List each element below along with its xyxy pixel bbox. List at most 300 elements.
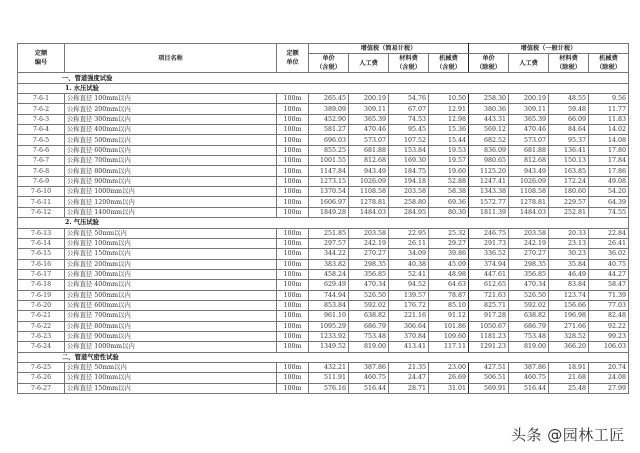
cost-value: 252.81 <box>549 207 589 217</box>
cost-value: 1811.39 <box>469 207 509 217</box>
cost-value: 77.03 <box>589 300 629 310</box>
cost-value: 432.21 <box>309 362 349 372</box>
quota-unit: 100m <box>277 176 309 186</box>
cost-value: 40.75 <box>589 259 629 269</box>
cost-value: 71.39 <box>589 290 629 300</box>
cost-value: 298.35 <box>349 259 389 269</box>
header-simple-col: 机械费 （含税） <box>429 54 469 73</box>
section-title: 二、管道气密性试验 <box>18 352 629 362</box>
cost-value: 380.36 <box>469 104 509 114</box>
cost-value: 11.77 <box>589 104 629 114</box>
item-name: 公称直径 200mm以内 <box>65 259 277 269</box>
cost-value: 59.48 <box>549 104 589 114</box>
cost-value: 460.75 <box>349 373 389 383</box>
cost-value: 46.49 <box>549 269 589 279</box>
quota-code: 7-6-6 <box>18 145 65 155</box>
cost-value: 1484.03 <box>349 207 389 217</box>
section-title: 一、管道强度试验 <box>18 73 629 83</box>
cost-value: 54.20 <box>589 187 629 197</box>
table-body <box>18 73 629 394</box>
cost-value: 14.02 <box>589 125 629 135</box>
cost-value: 592.02 <box>509 300 549 310</box>
table-row <box>18 362 629 372</box>
cost-value: 17.80 <box>589 145 629 155</box>
cost-value: 1278.81 <box>509 197 549 207</box>
cost-value: 270.27 <box>509 249 549 259</box>
cost-value: 246.75 <box>469 228 509 238</box>
quota-unit: 100m <box>277 300 309 310</box>
cost-value: 265.45 <box>309 94 349 104</box>
cost-value: 22.95 <box>389 228 429 238</box>
cost-value: 291.73 <box>469 238 509 248</box>
cost-value: 1001.55 <box>309 156 349 166</box>
cost-value: 812.68 <box>509 156 549 166</box>
cost-value: 92.22 <box>589 321 629 331</box>
cost-value: 638.82 <box>349 311 389 321</box>
quota-code: 7-6-20 <box>18 300 65 310</box>
header-simple-col: 材料费 （含税） <box>389 54 429 73</box>
cost-value: 1026.09 <box>349 176 389 186</box>
cost-value: 961.10 <box>309 311 349 321</box>
quota-code: 7-6-19 <box>18 290 65 300</box>
quota-unit: 100m <box>277 249 309 259</box>
quota-code: 7-6-17 <box>18 269 65 279</box>
cost-value: 74.55 <box>589 207 629 217</box>
cost-value: 21.68 <box>549 373 589 383</box>
quota-code: 7-6-22 <box>18 321 65 331</box>
cost-value: 1026.09 <box>509 176 549 186</box>
cost-value: 581.27 <box>309 125 349 135</box>
cost-value: 27.99 <box>589 383 629 393</box>
cost-value: 203.58 <box>509 228 549 238</box>
cost-value: 15.44 <box>429 135 469 145</box>
header-simple-tax: 增值税（简易计税） <box>309 44 469 54</box>
table-row <box>18 373 629 383</box>
cost-value: 11.83 <box>589 114 629 124</box>
table-row <box>18 383 629 393</box>
header-row-1 <box>18 44 629 54</box>
cost-value: 29.27 <box>429 238 469 248</box>
table-row <box>18 145 629 155</box>
table-row <box>18 114 629 124</box>
cost-value: 686.79 <box>349 321 389 331</box>
cost-value: 82.48 <box>589 311 629 321</box>
cost-value: 91.12 <box>429 311 469 321</box>
quota-unit: 100m <box>277 197 309 207</box>
cost-value: 573.07 <box>349 135 389 145</box>
cost-value: 943.49 <box>509 166 549 176</box>
cost-value: 389.09 <box>309 104 349 114</box>
header-simple-col: 单价 （含税） <box>309 54 349 73</box>
cost-value: 36.02 <box>589 249 629 259</box>
cost-value: 67.07 <box>389 104 429 114</box>
cost-value: 460.75 <box>509 373 549 383</box>
cost-value: 356.85 <box>509 269 549 279</box>
cost-value: 1291.23 <box>469 342 509 352</box>
quota-code: 7-6-13 <box>18 228 65 238</box>
section-title: 1. 水压试验 <box>18 83 629 93</box>
cost-value: 629.49 <box>309 280 349 290</box>
cost-value: 52.88 <box>429 176 469 186</box>
cost-value: 26.69 <box>429 373 469 383</box>
quota-unit: 100m <box>277 342 309 352</box>
cost-value: 156.66 <box>549 300 589 310</box>
cost-value: 516.44 <box>349 383 389 393</box>
cost-value: 48.98 <box>429 269 469 279</box>
cost-value: 336.52 <box>469 249 509 259</box>
table-row <box>18 269 629 279</box>
table-row <box>18 156 629 166</box>
quota-unit: 100m <box>277 94 309 104</box>
quota-code: 7-6-5 <box>18 135 65 145</box>
item-name: 公称直径 300mm以内 <box>65 269 277 279</box>
cost-value: 284.95 <box>389 207 429 217</box>
cost-value: 258.80 <box>389 197 429 207</box>
table-row <box>18 125 629 135</box>
table-row <box>18 187 629 197</box>
item-name: 公称直径 1000mm以内 <box>65 187 277 197</box>
quota-code: 7-6-4 <box>18 125 65 135</box>
cost-value: 66.09 <box>549 114 589 124</box>
cost-value: 387.86 <box>349 362 389 372</box>
table-row <box>18 331 629 341</box>
cost-value: 980.65 <box>469 156 509 166</box>
cost-value: 18.91 <box>549 362 589 372</box>
quota-unit: 100m <box>277 331 309 341</box>
cost-value: 106.03 <box>589 342 629 352</box>
cost-value: 15.36 <box>429 125 469 135</box>
item-name: 公称直径 50mm以内 <box>65 362 277 372</box>
cost-value: 242.19 <box>349 238 389 248</box>
cost-value: 19.60 <box>429 166 469 176</box>
cost-value: 58.47 <box>589 280 629 290</box>
cost-value: 184.75 <box>389 166 429 176</box>
quota-unit: 100m <box>277 228 309 238</box>
cost-value: 1349.52 <box>309 342 349 352</box>
quota-code: 7-6-11 <box>18 197 65 207</box>
cost-value: 99.23 <box>589 331 629 341</box>
cost-value: 328.52 <box>549 331 589 341</box>
table-row <box>18 290 629 300</box>
cost-value: 35.84 <box>549 259 589 269</box>
cost-value: 101.86 <box>429 321 469 331</box>
cost-value: 74.53 <box>389 114 429 124</box>
cost-value: 427.51 <box>469 362 509 372</box>
cost-value: 52.41 <box>389 269 429 279</box>
cost-value: 23.00 <box>429 362 469 372</box>
cost-value: 258.30 <box>469 94 509 104</box>
cost-value: 45.09 <box>429 259 469 269</box>
cost-value: 344.22 <box>309 249 349 259</box>
cost-value: 242.19 <box>509 238 549 248</box>
quota-code: 7-6-26 <box>18 373 65 383</box>
cost-value: 109.60 <box>429 331 469 341</box>
cost-value: 825.71 <box>469 300 509 310</box>
item-name: 公称直径 1400mm以内 <box>65 207 277 217</box>
cost-value: 306.64 <box>389 321 429 331</box>
quota-code: 7-6-21 <box>18 311 65 321</box>
quota-unit: 100m <box>277 269 309 279</box>
item-name: 公称直径 200mm以内 <box>65 104 277 114</box>
table-row <box>18 104 629 114</box>
quota-unit: 100m <box>277 362 309 372</box>
cost-value: 298.35 <box>509 259 549 269</box>
cost-value: 370.84 <box>389 331 429 341</box>
cost-value: 458.24 <box>309 269 349 279</box>
cost-value: 1606.97 <box>309 197 349 207</box>
section-row <box>18 352 629 362</box>
cost-value: 20.33 <box>549 228 589 238</box>
cost-value: 569.91 <box>469 383 509 393</box>
cost-value: 17.84 <box>589 156 629 166</box>
cost-value: 812.68 <box>349 156 389 166</box>
cost-value: 251.85 <box>309 228 349 238</box>
cost-value: 203.58 <box>349 228 389 238</box>
cost-value: 753.48 <box>349 331 389 341</box>
cost-value: 365.39 <box>349 114 389 124</box>
cost-value: 95.37 <box>549 135 589 145</box>
header-simple-col: 人工费 <box>349 54 389 73</box>
item-name: 公称直径 400mm以内 <box>65 280 277 290</box>
cost-value: 470.34 <box>509 280 549 290</box>
quota-unit: 100m <box>277 156 309 166</box>
quota-code: 7-6-2 <box>18 104 65 114</box>
cost-value: 506.51 <box>469 373 509 383</box>
cost-value: 309.11 <box>509 104 549 114</box>
table-row <box>18 311 629 321</box>
header-general-col: 人工费 <box>509 54 549 73</box>
cost-value: 526.50 <box>509 290 549 300</box>
cost-value: 80.30 <box>429 207 469 217</box>
table-row <box>18 321 629 331</box>
cost-value: 48.55 <box>549 94 589 104</box>
quota-unit: 100m <box>277 373 309 383</box>
cost-value: 819.00 <box>349 342 389 352</box>
quota-unit: 100m <box>277 290 309 300</box>
cost-value: 25.32 <box>429 228 469 238</box>
item-name: 公称直径 500mm以内 <box>65 290 277 300</box>
cost-value: 23.13 <box>549 238 589 248</box>
cost-value: 836.09 <box>469 145 509 155</box>
item-name: 公称直径 500mm以内 <box>65 135 277 145</box>
item-name: 公称直径 300mm以内 <box>65 114 277 124</box>
quota-unit: 100m <box>277 104 309 114</box>
quota-unit: 100m <box>277 125 309 135</box>
cost-value: 19.57 <box>429 156 469 166</box>
cost-value: 271.66 <box>549 321 589 331</box>
item-name: 公称直径 150mm以内 <box>65 383 277 393</box>
quota-unit: 100m <box>277 135 309 145</box>
quota-code: 7-6-9 <box>18 176 65 186</box>
cost-value: 387.86 <box>509 362 549 372</box>
table-row <box>18 207 629 217</box>
header-code: 定额 编号 <box>18 44 65 73</box>
quota-code: 7-6-25 <box>18 362 65 372</box>
cost-value: 270.27 <box>349 249 389 259</box>
cost-value: 153.84 <box>389 145 429 155</box>
item-name: 公称直径 600mm以内 <box>65 145 277 155</box>
table-row <box>18 228 629 238</box>
cost-value: 1108.58 <box>349 187 389 197</box>
cost-value: 1273.15 <box>309 176 349 186</box>
quota-code: 7-6-1 <box>18 94 65 104</box>
cost-value: 64.63 <box>429 280 469 290</box>
table-row <box>18 176 629 186</box>
cost-value: 163.85 <box>549 166 589 176</box>
item-name: 公称直径 700mm以内 <box>65 156 277 166</box>
table-row <box>18 300 629 310</box>
cost-value: 721.63 <box>469 290 509 300</box>
item-name: 公称直径 100mm以内 <box>65 94 277 104</box>
cost-value: 9.56 <box>589 94 629 104</box>
quota-unit: 100m <box>277 383 309 393</box>
cost-value: 12.91 <box>429 104 469 114</box>
cost-value: 107.52 <box>389 135 429 145</box>
cost-value: 117.11 <box>429 342 469 352</box>
cost-value: 1247.41 <box>469 176 509 186</box>
section-row <box>18 73 629 83</box>
cost-value: 194.18 <box>389 176 429 186</box>
cost-value: 853.84 <box>309 300 349 310</box>
cost-value: 136.41 <box>549 145 589 155</box>
table-row <box>18 249 629 259</box>
cost-value: 855.25 <box>309 145 349 155</box>
cost-value: 14.08 <box>589 135 629 145</box>
cost-value: 85.10 <box>429 300 469 310</box>
quota-unit: 100m <box>277 238 309 248</box>
table-row <box>18 135 629 145</box>
cost-value: 309.11 <box>349 104 389 114</box>
cost-value: 200.19 <box>509 94 549 104</box>
cost-value: 1108.58 <box>509 187 549 197</box>
cost-value: 26.11 <box>389 238 429 248</box>
cost-value: 612.65 <box>469 280 509 290</box>
cost-value: 180.60 <box>549 187 589 197</box>
cost-value: 1095.29 <box>309 321 349 331</box>
table-row <box>18 342 629 352</box>
cost-value: 1125.20 <box>469 166 509 176</box>
item-name: 公称直径 100mm以内 <box>65 238 277 248</box>
cost-value: 49.08 <box>589 176 629 186</box>
cost-value: 470.46 <box>509 125 549 135</box>
item-name: 公称直径 700mm以内 <box>65 311 277 321</box>
cost-value: 413.41 <box>389 342 429 352</box>
cost-value: 221.16 <box>389 311 429 321</box>
cost-value: 696.03 <box>309 135 349 145</box>
item-name: 公称直径 150mm以内 <box>65 249 277 259</box>
cost-value: 682.52 <box>469 135 509 145</box>
cost-value: 39.86 <box>429 249 469 259</box>
quota-table <box>17 43 629 394</box>
cost-value: 470.34 <box>349 280 389 290</box>
cost-value: 1484.03 <box>509 207 549 217</box>
cost-value: 40.38 <box>389 259 429 269</box>
header-general-col: 材料费 （除税） <box>549 54 589 73</box>
quota-unit: 100m <box>277 321 309 331</box>
item-name: 公称直径 100mm以内 <box>65 373 277 383</box>
cost-value: 819.00 <box>509 342 549 352</box>
table-row <box>18 259 629 269</box>
quota-unit: 100m <box>277 207 309 217</box>
header-name: 项目名称 <box>65 44 277 73</box>
quota-unit: 100m <box>277 259 309 269</box>
cost-value: 374.94 <box>469 259 509 269</box>
quota-unit: 100m <box>277 145 309 155</box>
quota-code: 7-6-14 <box>18 238 65 248</box>
cost-value: 1147.84 <box>309 166 349 176</box>
header-unit: 定额 单位 <box>277 44 309 73</box>
cost-value: 356.85 <box>349 269 389 279</box>
cost-value: 21.35 <box>389 362 429 372</box>
cost-value: 1181.23 <box>469 331 509 341</box>
cost-value: 78.87 <box>429 290 469 300</box>
cost-value: 1233.92 <box>309 331 349 341</box>
cost-value: 1370.54 <box>309 187 349 197</box>
cost-value: 638.82 <box>509 311 549 321</box>
cost-value: 24.47 <box>389 373 429 383</box>
cost-value: 150.13 <box>549 156 589 166</box>
cost-value: 943.49 <box>349 166 389 176</box>
cost-value: 569.12 <box>469 125 509 135</box>
quota-code: 7-6-8 <box>18 166 65 176</box>
cost-value: 94.52 <box>389 280 429 290</box>
cost-value: 744.94 <box>309 290 349 300</box>
cost-value: 686.79 <box>509 321 549 331</box>
quota-unit: 100m <box>277 187 309 197</box>
quota-unit: 100m <box>277 166 309 176</box>
header-general-tax: 增值税（一般计税） <box>469 44 629 54</box>
quota-code: 7-6-16 <box>18 259 65 269</box>
cost-value: 1572.77 <box>469 197 509 207</box>
cost-value: 383.82 <box>309 259 349 269</box>
item-name: 公称直径 600mm以内 <box>65 300 277 310</box>
item-name: 公称直径 50mm以内 <box>65 228 277 238</box>
cost-value: 1849.28 <box>309 207 349 217</box>
quota-code: 7-6-10 <box>18 187 65 197</box>
cost-value: 169.30 <box>389 156 429 166</box>
cost-value: 22.84 <box>589 228 629 238</box>
cost-value: 297.57 <box>309 238 349 248</box>
cost-value: 28.71 <box>389 383 429 393</box>
cost-value: 470.46 <box>349 125 389 135</box>
table-row <box>18 280 629 290</box>
cost-value: 95.45 <box>389 125 429 135</box>
quota-code: 7-6-15 <box>18 249 65 259</box>
cost-value: 511.91 <box>309 373 349 383</box>
cost-value: 365.39 <box>509 114 549 124</box>
cost-value: 526.50 <box>349 290 389 300</box>
cost-value: 69.36 <box>429 197 469 207</box>
section-row <box>18 83 629 93</box>
cost-value: 64.39 <box>589 197 629 207</box>
quota-code: 7-6-3 <box>18 114 65 124</box>
cost-value: 196.98 <box>549 311 589 321</box>
cost-value: 176.72 <box>389 300 429 310</box>
cost-value: 366.20 <box>549 342 589 352</box>
item-name: 公称直径 800mm以内 <box>65 166 277 176</box>
cost-value: 26.41 <box>589 238 629 248</box>
item-name: 公称直径 1000mm以内 <box>65 342 277 352</box>
cost-value: 229.57 <box>549 197 589 207</box>
table-row <box>18 238 629 248</box>
quota-code: 7-6-12 <box>18 207 65 217</box>
cost-value: 443.31 <box>469 114 509 124</box>
cost-value: 30.23 <box>549 249 589 259</box>
cost-value: 54.76 <box>389 94 429 104</box>
cost-value: 1278.81 <box>349 197 389 207</box>
quota-unit: 100m <box>277 311 309 321</box>
cost-value: 25.48 <box>549 383 589 393</box>
